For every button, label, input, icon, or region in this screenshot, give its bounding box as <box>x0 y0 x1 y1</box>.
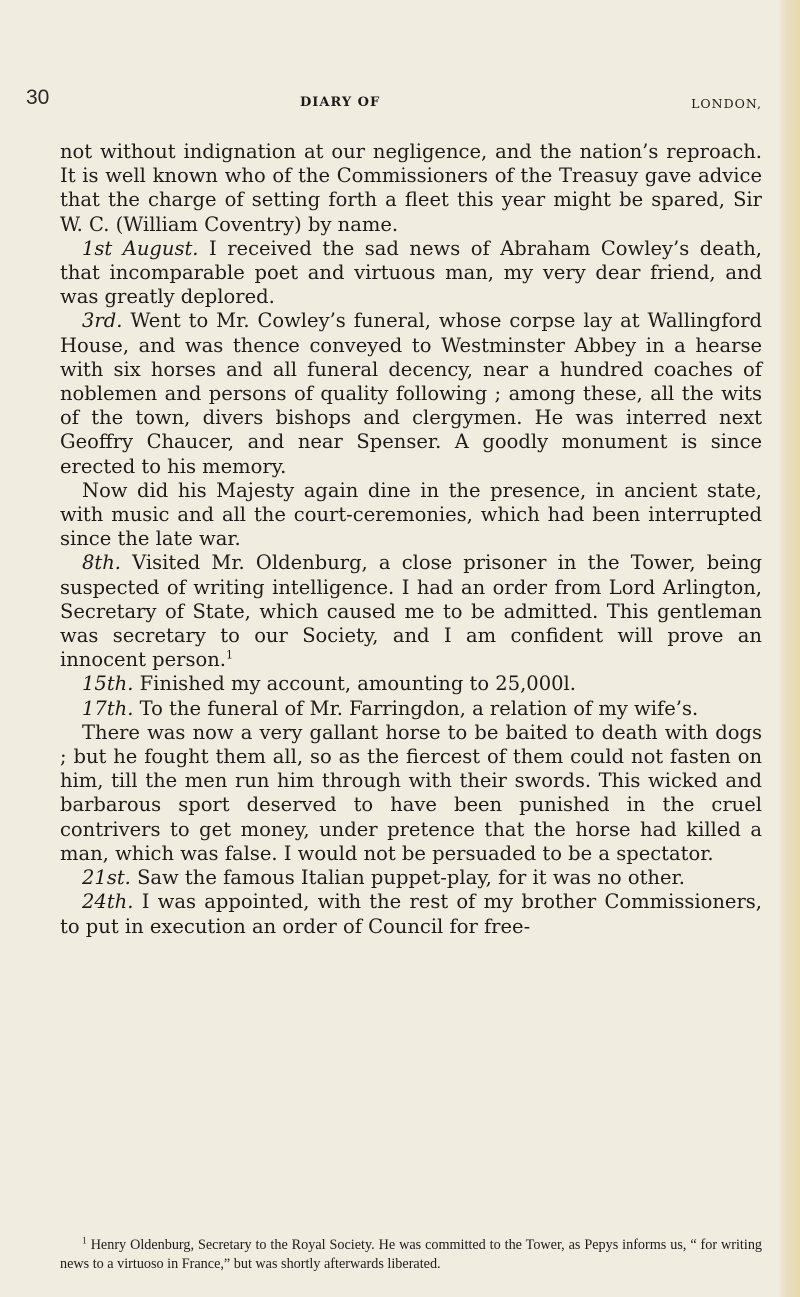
entry-text: Finished my account, amounting to 25,000l. <box>139 672 576 696</box>
entry-date: 8th. <box>82 551 121 575</box>
entry-date: 15th. <box>82 672 134 696</box>
diary-entry-8th <box>60 551 762 672</box>
diary-entry-21st <box>60 866 762 890</box>
diary-entry-15th <box>60 672 762 696</box>
paragraph-text: There was now a very gallant horse to be baited to death with dogs ; but he fought them all, so as the fiercest of them could not fasten on him, till the men run him through with their swords. This wicked and barbarous sport deserved to have been punished in the cruel contrivers to get money, under pretence that the horse had killed a man, which was false. I would not be persuaded to be a spectator. <box>60 720 762 865</box>
paragraph-text: not without indignation at our negligence, and the nation’s reproach. It is well known who of the Commissioners of the Treasuy gave advice that the charge of setting forth a fleet this year might be spared, Sir W. C. (William Coventry) by name. <box>60 140 762 236</box>
diary-paragraph <box>60 479 762 552</box>
diary-entry-1st-august <box>60 237 762 310</box>
entry-date: 1st August. <box>82 236 199 260</box>
paragraph-continuation <box>60 140 762 237</box>
diary-entry-17th <box>60 697 762 721</box>
diary-paragraph <box>60 721 762 866</box>
footnote-text: Henry Oldenburg, Secretary to the Royal Society. He was committed to the Tower, as Pepys informs us, “ for writing news to a virtuoso in France,” but was shortly afterwards liberated. <box>60 1237 763 1272</box>
footnote-reference: 1 <box>226 648 233 662</box>
diary-body <box>60 140 762 939</box>
book-page <box>26 0 763 1297</box>
running-place: LONDON, <box>691 96 762 111</box>
footnote <box>60 1236 762 1273</box>
entry-date: 17th. <box>82 696 134 720</box>
diary-entry-24th <box>60 890 762 938</box>
entry-text: Visited Mr. Oldenburg, a close prisoner in the Tower, being suspected of writing intelligence. I had an order from Lord Arlington, Secretary of State, which caused me to be admitted. This gentleman was secretary to our Society, and I am confident will prove an innocent person. <box>60 551 763 672</box>
page-header <box>26 86 762 116</box>
page-number: 30 <box>26 86 50 109</box>
entry-text: I received the sad news of Abraham Cowley’s death, that incomparable poet and virtuous man, my very dear friend, and was greatly deplored. <box>60 236 762 309</box>
entry-date: 21st. <box>82 866 131 890</box>
entry-text: To the funeral of Mr. Farringdon, a relation of my wife’s. <box>139 696 699 720</box>
entry-date: 3rd. <box>82 309 123 333</box>
footnotes <box>60 1236 762 1273</box>
paragraph-text: Now did his Majesty again dine in the presence, in ancient state, with music and all the court-ceremonies, which had been interrupted since the late war. <box>60 478 762 551</box>
entry-text: Saw the famous Italian puppet-play, for it was no other. <box>137 866 685 890</box>
page-edge-shading <box>778 0 800 1297</box>
diary-entry-3rd <box>60 309 762 478</box>
footnote-mark: 1 <box>82 1236 87 1247</box>
running-head: DIARY OF <box>300 95 381 110</box>
entry-text: I was appointed, with the rest of my brother Commissioners, to put in execution an order of Council for free- <box>60 890 762 938</box>
entry-date: 24th. <box>82 890 134 914</box>
entry-text: Went to Mr. Cowley’s funeral, whose corpse lay at Wallingford House, and was thence conveyed to Westminster Abbey in a hearse with six horses and all funeral decency, near a hundred coaches of noblemen and persons of quality following ; among these, all the wits of the town, divers bishops and clergymen. He was interred next Geoffry Chaucer, and near Spenser. A goodly monument is since erected to his memory. <box>60 309 763 478</box>
